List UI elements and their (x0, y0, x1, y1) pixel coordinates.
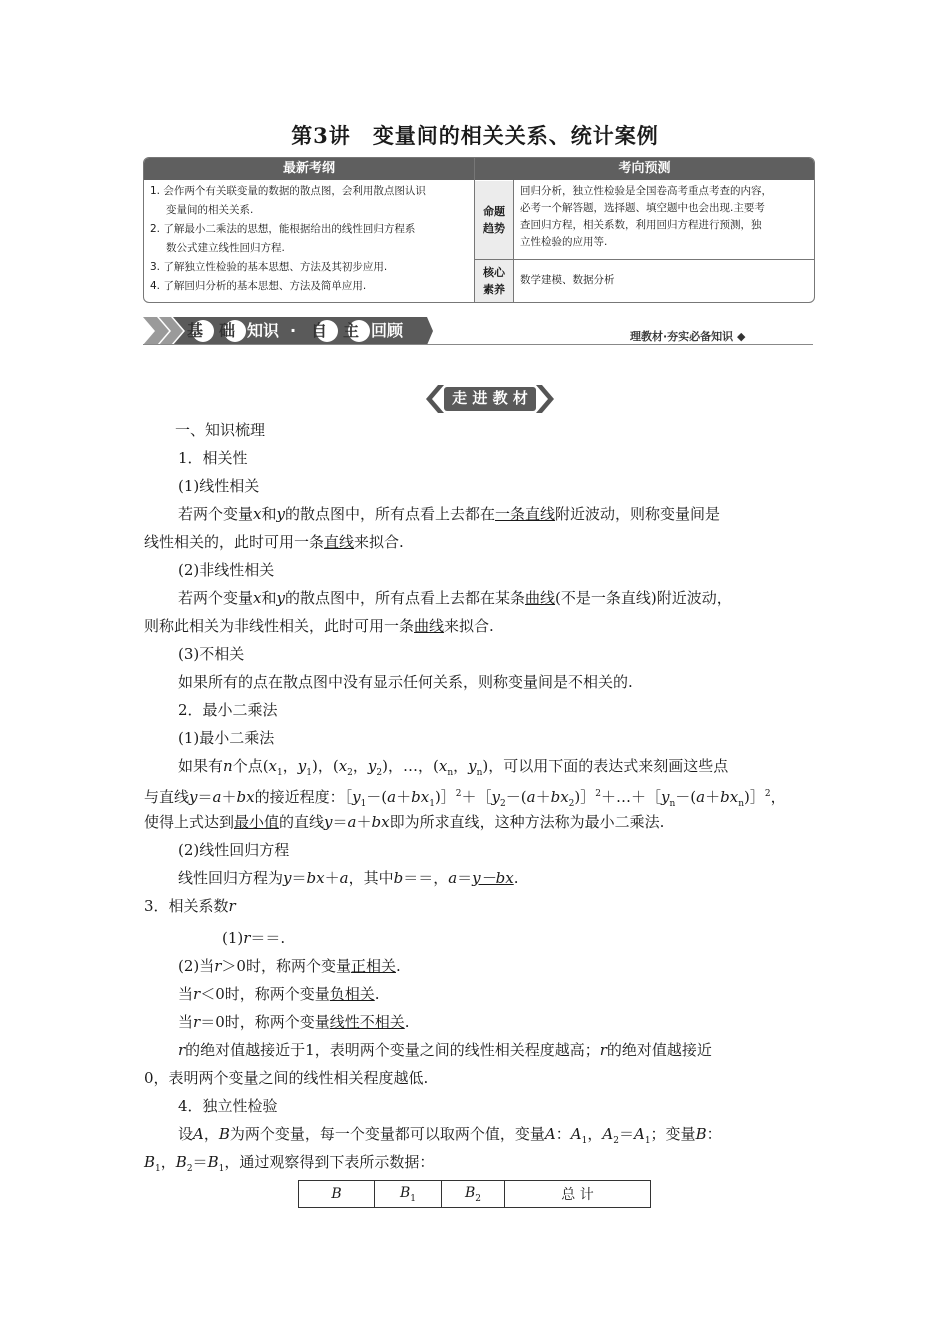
paragraph: 当r＝0时，称两个变量线性不相关. (178, 1013, 410, 1031)
section-1-2: (2)非线性相关 (178, 561, 275, 579)
contingency-table (298, 1180, 651, 1208)
section-1: 1．相关性 (178, 449, 248, 467)
paragraph: (2)当r＞0时，称两个变量正相关. (178, 957, 401, 975)
syllabus-list (150, 182, 472, 296)
syllabus-item-cont: 变量间的相关关系. (166, 204, 254, 216)
table-row (299, 1181, 651, 1208)
section-2: 2．最小二乘法 (178, 701, 278, 719)
syllabus-item: 1. 会作两个有关联变量的数据的散点图，会利用散点图认识 (150, 185, 426, 197)
banner-text: 基 础 知识 · 自 主 回顾 (187, 321, 404, 340)
syllabus-item: 2. 了解最小二乘法的思想，能根据给出的线性回归方程系 (150, 223, 416, 235)
section-4: 4．独立性检验 (178, 1097, 278, 1115)
paragraph: $B_1$，$B_2=B_1$，通过观察得到下表所示数据： (144, 1153, 435, 1174)
banner-right-text: 理教材·夯实必备知识 ◆ (630, 330, 746, 343)
syllabus-item: 4. 了解回归分析的基本思想、方法及简单应用. (150, 280, 367, 292)
core-label: 核心 素养 (475, 260, 513, 302)
paragraph: 与直线y＝a＋bx的接近程度：$[y_1-(a+bx_1)]^2+[y_2-(a+bx_2)]^2+\dots+[y_n-(a+bx_n)]^2$， (144, 788, 786, 809)
section-2-2: (2)线性回归方程 (178, 841, 290, 859)
paragraph: 0，表明两个变量之间的线性相关程度越低. (144, 1069, 429, 1087)
paragraph: 线性回归方程为y＝bx＋a，其中b＝＝，a＝y－bx. (178, 869, 519, 887)
page-title: 第3讲 变量间的相关关系、统计案例 (291, 123, 659, 148)
paragraph: 如果所有的点在散点图中没有显示任何关系，则称变量间是不相关的. (178, 673, 633, 691)
table-header-cell: $B_1$ (375, 1181, 442, 1208)
table-header-cell: 总 计 (505, 1181, 651, 1208)
table-header-cell: $B_2$ (442, 1181, 505, 1208)
paragraph: 如果有n个点($x_1$，$y_1$)，($x_2$，$y_2$)，…，($x_n$，$y_n$)，可以用下面的表达式来刻画这些点 (178, 757, 729, 778)
trend-text: 回归分析，独立性检验是全国卷高考重点考查的内容， 必考一个解答题，选择题、填空题中也会出现.主要考 查回归方程，相关系数，利用回归方程进行预测，独 立性检验的应用等. (520, 185, 772, 248)
syllabus-item: 3. 了解独立性检验的基本思想、方法及其初步应用. (150, 261, 388, 273)
syllabus-item-cont: 数公式建立线性回归方程. (166, 242, 285, 254)
paragraph: r的绝对值越接近于1，表明两个变量之间的线性相关程度越高；r的绝对值越接近 (178, 1041, 712, 1059)
heading-knowledge: 一、知识梳理 (175, 421, 266, 439)
section-1-1: (1)线性相关 (178, 477, 260, 495)
paragraph: (1)r＝＝. (222, 929, 286, 947)
paragraph: 使得上式达到最小值的直线y＝a＋bx即为所求直线，这种方法称为最小二乘法. (144, 813, 665, 831)
trend-label: 命题 趋势 (475, 181, 513, 259)
section-3: 3．相关系数r (144, 897, 236, 915)
section-2-1: (1)最小二乘法 (178, 729, 275, 747)
outline-right-header: 考向预测 (475, 158, 814, 180)
paragraph: 若两个变量x和y的散点图中，所有点看上去都在一条直线附近波动，则称变量间是 (178, 505, 721, 523)
paragraph: 当r＜0时，称两个变量负相关. (178, 985, 380, 1003)
paragraph: 设A，B为两个变量，每一个变量都可以取两个值，变量A：$A_1$，$A_2=A_1$；变量B： (178, 1125, 722, 1146)
paragraph: 若两个变量x和y的散点图中，所有点看上去都在某条曲线(不是一条直线)附近波动， (178, 589, 732, 607)
paragraph: 线性相关的，此时可用一条直线来拟合. (144, 533, 404, 551)
paragraph: 则称此相关为非线性相关，此时可用一条曲线来拟合. (144, 617, 494, 635)
walk-in-text: 走 进 教 材 (452, 389, 528, 407)
table-header-cell: B (299, 1181, 375, 1208)
outline-table (143, 157, 815, 303)
outline-left-header: 最新考纲 (144, 158, 474, 180)
core-text: 数学建模、数据分析 (520, 274, 615, 286)
section-1-3: (3)不相关 (178, 645, 245, 663)
